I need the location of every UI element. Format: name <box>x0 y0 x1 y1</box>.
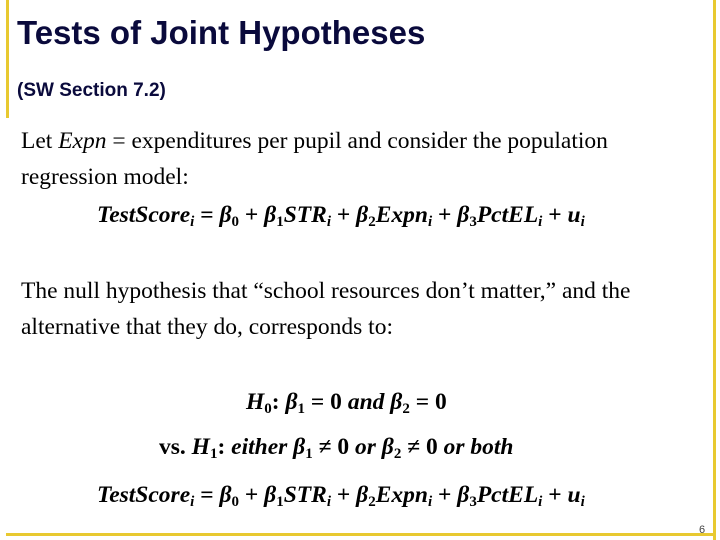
slide-title: Tests of Joint Hypotheses <box>17 14 426 51</box>
intro-variable: Expn <box>58 128 107 154</box>
null-line-1: The null hypothesis that “school resources don’t matter,” and the <box>21 278 631 304</box>
intro-line-2: regression model: <box>21 164 189 190</box>
regression-equation-1: TestScore$_i$ = $\beta_0 + \beta_1STR_i$ + $\beta_2Expn_i$ + $\beta_3PctEL_i + u_i$ <box>97 202 585 230</box>
regression-equation-2: TestScore$_i$ = $\beta_0 + \beta_1STR_i$ + $\beta_2Expn_i$ + $\beta_3PctEL_i + u_i$ <box>97 482 585 510</box>
right-accent-bar <box>713 0 716 540</box>
slide-subtitle: (SW Section 7.2) <box>17 80 166 101</box>
page-number: 6 <box>699 524 706 536</box>
intro-text-post: = expenditures per pupil and consider the population <box>106 128 608 154</box>
intro-text-pre: Let <box>21 128 59 154</box>
null-line-2: alternative that they do, corresponds to: <box>21 314 393 340</box>
null-hypothesis: $H_0$: $\beta_1 = 0$ and $\beta_2 = 0$ <box>246 389 447 417</box>
alternative-hypothesis: vs. $H_1$: either $\beta_1 \ne 0$ or $\beta_2 \ne 0$ or both <box>159 434 514 462</box>
left-accent-bar <box>6 0 9 118</box>
bottom-accent-bar <box>6 533 716 536</box>
intro-line-1 <box>21 123 608 159</box>
